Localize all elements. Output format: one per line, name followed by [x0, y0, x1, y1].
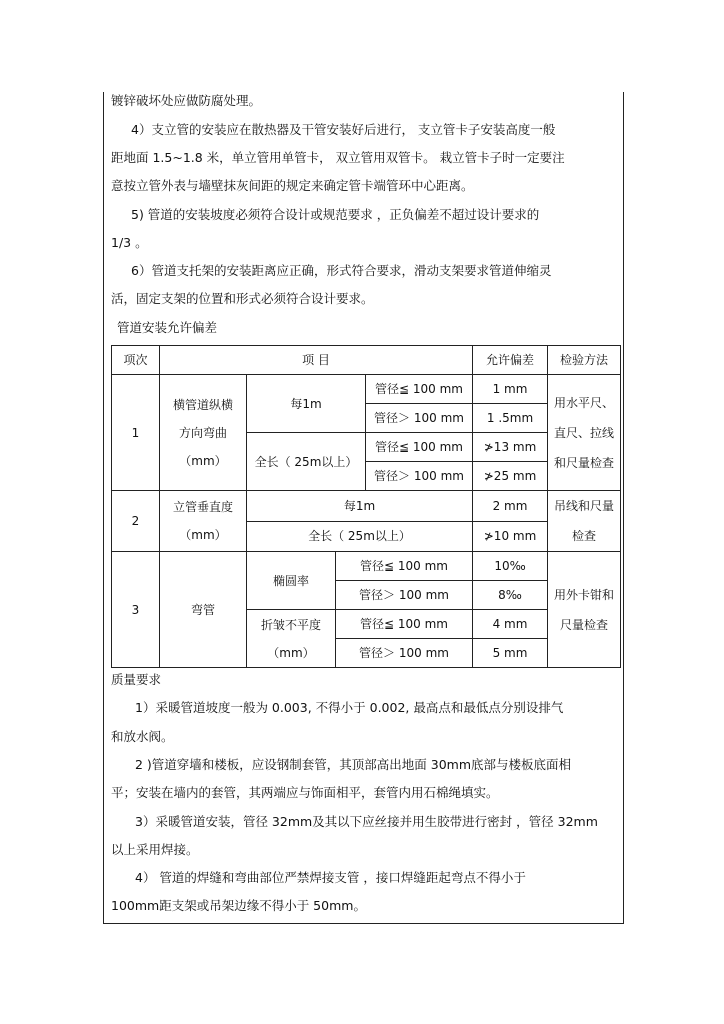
item-name-line: 立管垂直度: [172, 500, 233, 514]
table-cell: [160, 491, 247, 552]
table-cell: ≯13 mm: [473, 433, 548, 462]
table-row: [112, 491, 621, 522]
table-cell: 椭圆率: [247, 552, 336, 610]
paragraph-line: 1/3 。: [111, 235, 148, 250]
paragraph-line: 意按立管外表与墙壁抹灰间距的规定来确定管卡端管环中心距离。: [111, 178, 474, 193]
table-cell: 管径＞ 100 mm: [336, 639, 473, 668]
table-cell: 管径≦ 100 mm: [336, 610, 473, 639]
table-cell: 10‰: [473, 552, 548, 581]
table-cell: 管径≦ 100 mm: [366, 433, 473, 462]
table-cell: 管径＞ 100 mm: [366, 462, 473, 491]
table-caption: 管道安装允许偏差: [117, 320, 218, 335]
paragraph-line: 镀锌破坏处应做防腐处理。: [111, 93, 262, 108]
header-cell: 允许偏差: [473, 346, 548, 375]
table-cell: ≯25 mm: [473, 462, 548, 491]
section-title: 质量要求: [111, 672, 162, 687]
tolerance-table: [111, 345, 621, 668]
paragraph-line: 1）采暖管道坡度一般为 0.003, 不得小于 0.002, 最高点和最低点分别设排气: [135, 700, 564, 715]
paragraph-line: 6）管道支托架的安装距离应正确，形式符合要求，滑动支架要求管道伸缩灵: [131, 263, 552, 278]
table-cell: 管径≦ 100 mm: [366, 375, 473, 404]
item-unit: （mm）: [179, 528, 227, 542]
paragraph-line: 100mm距支架或吊架边缘不得小于 50mm。: [111, 898, 366, 913]
paragraph-line: 5) 管道的安装坡度必须符合设计或规范要求 ，正负偏差不超过设计要求的: [131, 207, 540, 222]
table-cell: [160, 375, 247, 491]
table-cell: ≯10 mm: [473, 521, 548, 552]
table-cell: 用外卡钳和尺量检查: [548, 552, 621, 668]
table-cell: 管径＞ 100 mm: [366, 404, 473, 433]
item-unit: （mm）: [267, 645, 315, 660]
table-header-row: [112, 346, 621, 375]
table-cell: 5 mm: [473, 639, 548, 668]
table-cell: 全长（ 25m以上）: [247, 433, 366, 491]
item-name-line: 折皱不平度: [260, 617, 321, 632]
table-cell: 用水平尺、直尺、拉线和尺量检查: [548, 375, 621, 491]
paragraph-line: 2 )管道穿墙和楼板，应设钢制套管，其顶部高出地面 30mm底部与楼板底面相: [135, 757, 572, 772]
table-cell: 管径＞ 100 mm: [336, 581, 473, 610]
table-cell: 3: [112, 552, 160, 668]
paragraph-line: 距地面 1.5~1.8 米，单立管用单管卡， 双立管用双管卡。 栽立管卡子时一定要注: [111, 150, 565, 165]
header-cell: 检验方法: [548, 346, 621, 375]
paragraph-line: 4）支立管的安装应在散热器及干管安装好后进行， 支立管卡子安装高度一般: [131, 122, 556, 137]
paragraph-line: 活，固定支架的位置和形式必须符合设计要求。: [111, 291, 374, 306]
table-cell: 每1m: [247, 375, 366, 433]
table-cell: 每1m: [247, 491, 473, 522]
item-unit: （mm）: [179, 453, 227, 468]
table-cell: 2: [112, 491, 160, 552]
paragraph-line: 4） 管道的焊缝和弯曲部位严禁焊接支管 ，接口焊缝距起弯点不得小于: [135, 870, 526, 885]
table-row: [112, 375, 621, 404]
table-cell: 8‰: [473, 581, 548, 610]
table-cell: 1 mm: [473, 375, 548, 404]
paragraph-line: 和放水阀。: [111, 729, 174, 744]
item-name-line: 横管道纵横: [172, 397, 233, 412]
table-row: [112, 552, 621, 581]
paragraph-line: 3）采暖管道安装，管径 32mm及其以下应丝接并用生胶带进行密封 ，管径 32mm: [135, 814, 598, 829]
table-cell: 1: [112, 375, 160, 491]
table-cell: 4 mm: [473, 610, 548, 639]
table-cell: 吊线和尺量检查: [548, 491, 621, 552]
table-cell: 1 .5mm: [473, 404, 548, 433]
table-cell: 弯管: [160, 552, 247, 668]
header-cell: 项次: [112, 346, 160, 375]
table-cell: [247, 610, 336, 668]
header-cell: 项 目: [160, 346, 473, 375]
table-cell: 全长（ 25m以上）: [247, 521, 473, 552]
table-cell: 2 mm: [473, 491, 548, 522]
table-cell: 管径≦ 100 mm: [336, 552, 473, 581]
paragraph-line: 以上采用焊接。: [111, 842, 199, 857]
item-name-line: 方向弯曲: [178, 425, 227, 440]
paragraph-line: 平；安装在墙内的套管，其两端应与饰面相平，套管内用石棉绳填实。: [111, 785, 499, 800]
